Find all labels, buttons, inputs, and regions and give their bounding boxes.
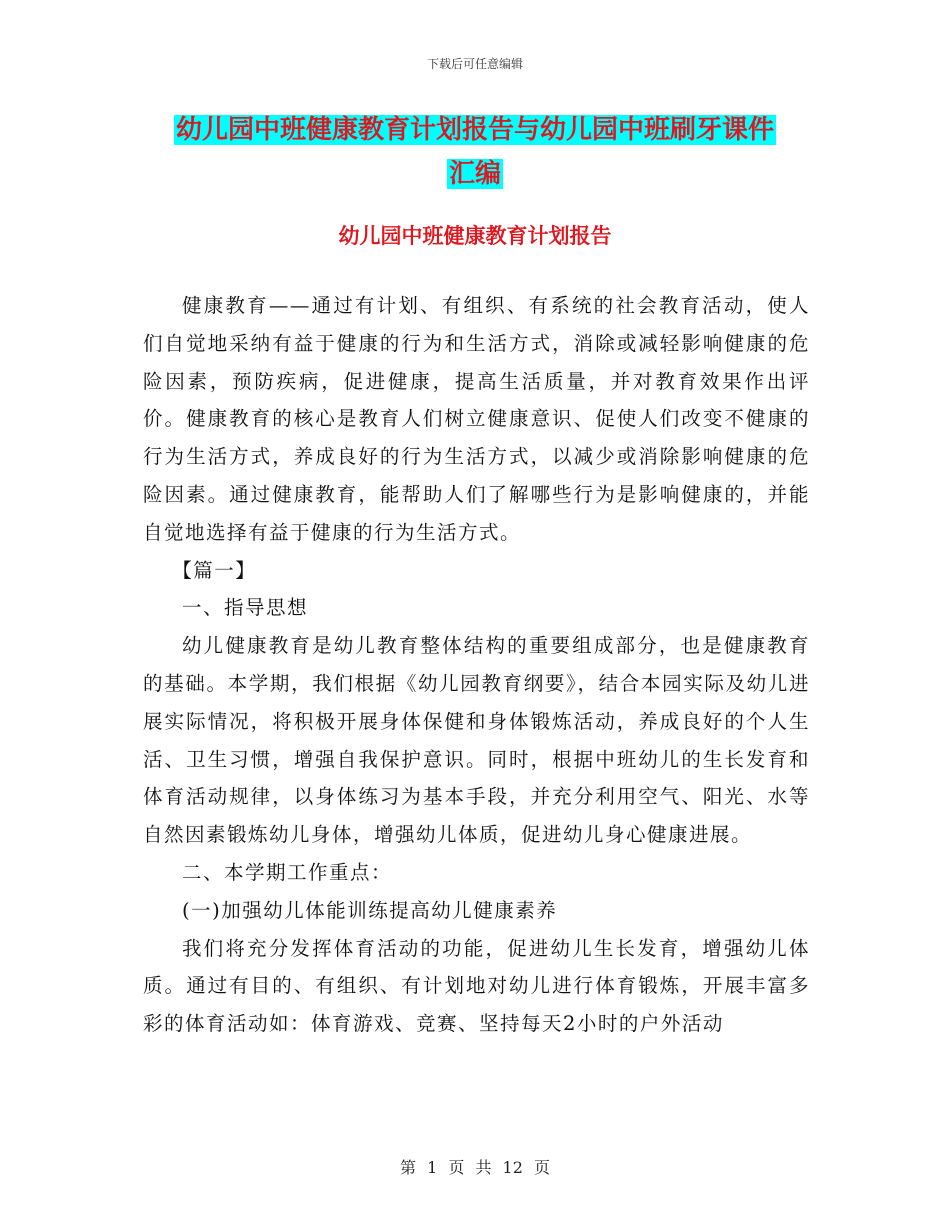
document-title <box>145 108 805 196</box>
heading-work-focus: 二、本学期工作重点： <box>182 860 393 884</box>
document-body <box>143 287 810 1043</box>
part-heading: 【篇一】 <box>172 558 257 582</box>
physical-training-paragraph: 我们将充分发挥体育活动的功能，促进幼儿生长发育，增强幼儿体质。通过有目的、有组织、有计划地对幼儿进行体育锻炼，开展丰富多彩的体育活动如：体育游戏、竞赛、坚持每天2小时的户外活动 <box>143 936 810 1036</box>
section-title: 幼儿园中班健康教育计划报告 <box>338 223 612 248</box>
header-note: 下载后可任意编辑 <box>426 57 523 71</box>
document-title-line1: 幼儿园中班健康教育计划报告与幼儿园中班刷牙课件 <box>175 115 774 145</box>
document-title-line2: 汇编 <box>448 159 501 189</box>
subheading-physical-training: (一)加强幼儿体能训练提高幼儿健康素养 <box>182 898 558 922</box>
heading-guiding-ideology: 一、指导思想 <box>182 596 309 620</box>
intro-paragraph: 健康教育——通过有计划、有组织、有系统的社会教育活动，使人们自觉地采纳有益于健康的行为和生活方式，消除或减轻影响健康的危险因素，预防疾病，促进健康，提高生活质量，并对教育效果作出评价。健康教育的核心是教育人们树立健康意识、促使人们改变不健康的行为生活方式，养成良好的行为生活方式，以减少或消除影响健康的危险因素。通过健康教育，能帮助人们了解哪些行为是影响健康的，并能自觉地选择有益于健康的行为生活方式。 <box>143 294 810 544</box>
guiding-ideology-paragraph: 幼儿健康教育是幼儿教育整体结构的重要组成部分，也是健康教育的基础。本学期，我们根据《幼儿园教育纲要》，结合本园实际及幼儿进展实际情况，将积极开展身体保健和身体锻炼活动，养成良好的个人生活、卫生习惯，增强自我保护意识。同时，根据中班幼儿的生长发育和体育活动规律，以身体练习为基本手段，并充分利用空气、阳光、水等自然因素锻炼幼儿身体，增强幼儿体质，促进幼儿身心健康进展。 <box>143 634 810 847</box>
page-footer: 第 1 页 共 12 页 <box>400 1158 550 1177</box>
